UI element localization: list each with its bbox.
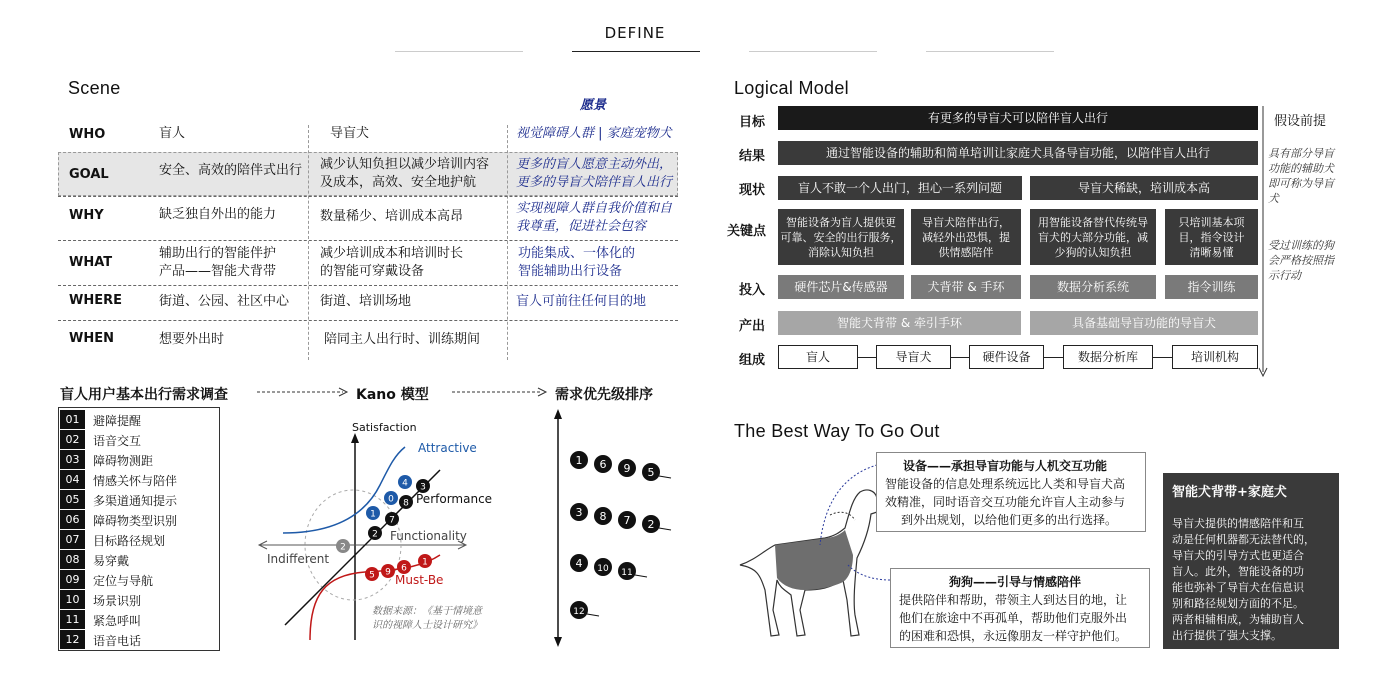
goal-box: 有更多的导盲犬可以陪伴盲人出行 [778,106,1258,130]
output-box-1: 智能犬背带 & 牵引手环 [778,311,1021,335]
survey-item-label: 目标路径规划 [93,534,166,548]
row-divider [58,285,678,286]
status-box-2: 导盲犬稀缺，培训成本高 [1030,176,1258,200]
dog-cell-l1: 减少培训成本和培训时长 [320,246,464,261]
dog-cell: 导盲犬 [330,126,370,141]
survey-item [60,550,220,570]
assumption-2: 受过训练的狗 会严格按照指 示行动 [1268,239,1334,282]
status-box-1: 盲人不敢一个人出门，担心一系列问题 [778,176,1022,200]
keypoint-3: 用智能设备替代传统导 盲犬的大部分功能，减 少狗的认知负担 [1030,209,1156,265]
vision-cell-l2: 我尊重，促进社会包容 [516,219,647,234]
label-compose: 组成 [739,353,766,368]
page-title: DEFINE [604,24,666,42]
assumption-title: 假设前提 [1274,114,1327,129]
survey-item [60,510,220,530]
priority-heading: 需求优先级排序 [555,387,653,403]
survey-item [60,490,220,510]
kano-point-label: 1 [422,557,428,568]
vision-cell-l1: 更多的盲人愿意主动外出， [516,157,673,172]
survey-item-number: 03 [60,450,85,469]
survey-item [60,630,220,650]
kano-mustbe-label: Must-Be [395,573,444,587]
survey-item-label: 障碍物类型识别 [93,514,178,528]
dog-callout: 狗狗——引导与情感陪伴 提供陪伴和帮助，带领主人到达目的地，让 他们在旅途中不再孤单，帮助他们克服外出 的困难和恐惧，永远像朋友一样守护他们。 [890,568,1150,648]
flow-arrow-2 [450,386,550,398]
keypoint-4: 只培训基本项 目，指令设计 清晰易懂 [1165,209,1258,265]
user-cell-l2: 产品——智能犬背带 [159,264,277,279]
user-cell: 街道、公园、社区中心 [159,294,290,309]
device-callout: 设备——承担导盲功能与人机交互功能 智能设备的信息处理系统远比人类和导盲犬高 效精准，同时语音交互功能允许盲人主动参与 到外出规划，以给他们更多的出行选择。 [876,452,1146,532]
label-goal: 目标 [739,115,766,130]
priority-row-arrow [659,528,671,530]
label-result: 结果 [739,149,766,164]
assumption-1: 具有部分导盲 功能的辅助犬 即可称为导盲 犬 [1268,147,1334,205]
label-input: 投入 [739,283,766,298]
row-divider [58,196,678,197]
survey-item [60,430,220,450]
priority-point-label: 4 [575,557,583,570]
device-callout-title: 设备——承担导盲功能与人机交互功能 [903,459,1108,473]
priority-row-arrow [587,614,599,616]
kano-point-label: 3 [420,482,426,493]
result-box: 通过智能设备的辅助和简单培训让家庭犬具备导盲功能，以陪伴盲人出行 [778,141,1258,165]
kano-point-label: 7 [389,515,395,526]
survey-item [60,450,220,470]
col-divider [308,125,309,360]
priority-point-label: 5 [647,466,655,479]
input-box-2: 犬背带 & 手环 [911,275,1021,299]
survey-item-label: 多渠道通知提示 [93,494,178,508]
user-cell: 安全、高效的陪伴式出行 [159,163,303,178]
vision-cell-l1: 功能集成、一体化的 [518,246,636,261]
survey-item-number: 11 [60,610,85,629]
kano-attractive-label: Attractive [418,441,477,455]
summary-text: 导盲犬提供的情感陪伴和互 动是任何机器都无法替代的， 导盲犬的引导方式也更适合 盲人。此外，智能设备的功 能也弥补了导盲犬在信息识 别和路径规划方面的不足。 两者相辅相成，为辅助盲人 出行提供了强大支撑。 [1172,517,1315,642]
nav-tab-define[interactable] [572,51,700,52]
scene-title: Scene [68,78,121,98]
input-box-1: 硬件芯片&传感器 [778,275,904,299]
vision-cell-l2: 智能辅助出行设备 [518,264,623,279]
kano-point-label: 1 [370,509,376,520]
component-database: 数据分析库 [1063,345,1153,369]
survey-heading: 盲人用户基本出行需求调查 [60,387,228,403]
survey-item-number: 04 [60,470,85,489]
nav-tab-4[interactable] [926,51,1054,52]
keypoint-2: 导盲犬陪伴出行， 减轻外出恐惧，提 供情感陪伴 [911,209,1021,265]
priority-point-label: 3 [575,506,583,519]
kano-source: 数据来源：《基于情境意 识的视障人士设计研究》 [372,606,482,631]
survey-item-number: 12 [60,630,85,649]
priority-point-label: 6 [599,458,607,471]
summary-panel [1163,473,1339,649]
survey-item-label: 紧急呼叫 [93,614,142,628]
component-hardware: 硬件设备 [969,345,1044,369]
row-divider [58,320,678,321]
priority-point-label: 11 [621,568,633,578]
kano-performance-label: Performance [416,492,493,506]
logic-title: Logical Model [734,78,849,98]
label-output: 产出 [739,319,766,334]
survey-item [60,570,220,590]
kano-point-label: 2 [372,529,378,540]
label-status: 现状 [739,183,766,198]
priority-row-arrow [635,575,647,577]
dog-cell-l2: 的智能可穿戴设备 [320,264,425,279]
survey-item-label: 情感关怀与陪伴 [93,474,178,488]
survey-item [60,590,220,610]
user-cell-l1: 辅助出行的智能伴护 [159,246,277,261]
survey-item [60,470,220,490]
dog-cell: 数量稀少、培训成本高昂 [320,209,464,224]
kano-y-arrow [351,433,359,443]
survey-item [60,530,220,550]
row-divider [58,240,678,241]
priority-point-label: 2 [647,518,655,531]
survey-item-label: 语音交互 [93,434,142,448]
component-training: 培训机构 [1172,345,1258,369]
user-cell: 缺乏独自外出的能力 [159,207,277,222]
priority-point-label: 12 [573,607,585,617]
priority-point-label: 10 [597,564,609,574]
dog-cell-l1: 减少认知负担以减少培训内容 [320,157,490,172]
vision-cell: 盲人可前往任何目的地 [516,294,647,309]
priority-point-label: 1 [575,454,583,467]
summary-title: 智能犬背带+家庭犬 [1172,485,1287,500]
component-blind: 盲人 [778,345,858,369]
kano-point-label: 9 [385,567,391,578]
survey-item-label: 避障提醒 [93,414,142,428]
input-box-4: 指令训练 [1165,275,1258,299]
priority-row-arrow [659,476,671,478]
dog-cell-l2: 及成本，高效、安全地护航 [320,175,477,190]
flow-arrow-1 [255,386,350,398]
bestway-title: The Best Way To Go Out [734,421,940,441]
user-cell: 想要外出时 [159,332,225,347]
vision-cell-l1: 实现视障人群自我价值和自 [516,201,673,216]
label-keypoints: 关键点 [727,224,767,239]
dog-cell: 街道、培训场地 [320,294,412,309]
row-key: WHY [69,208,104,223]
survey-item-number: 01 [60,410,85,429]
kano-point-label: 5 [369,570,375,581]
row-key: WHERE [69,293,122,308]
survey-item-label: 语音电话 [93,634,142,648]
nav-tab-1[interactable] [395,51,523,52]
component-guidedog: 导盲犬 [876,345,951,369]
nav-tab-3[interactable] [749,51,877,52]
vision-cell: 视觉障碍人群 | 家庭宠物犬 [516,126,672,141]
kano-point-label: 4 [402,478,408,489]
kano-point-label: 2 [340,542,346,553]
survey-item-number: 07 [60,530,85,549]
priority-point-label: 9 [623,462,631,475]
col-divider [507,125,508,360]
priority-point-label: 8 [599,510,607,523]
kano-point-label: 8 [403,498,409,509]
input-box-3: 数据分析系统 [1030,275,1156,299]
survey-item [60,610,220,630]
survey-item-label: 定位与导航 [93,574,154,588]
vision-cell-l2: 更多的导盲犬陪伴盲人出行 [516,175,673,190]
user-cell: 盲人 [159,126,186,141]
survey-item [60,410,220,430]
survey-item-number: 08 [60,550,85,569]
dog-callout-title: 狗狗——引导与情感陪伴 [949,575,1082,589]
kano-point-label: 0 [388,494,394,505]
row-key: WHAT [69,255,113,270]
row-key: GOAL [69,167,109,182]
kano-heading: Kano 模型 [356,387,429,403]
output-box-2: 具备基础导盲功能的导盲犬 [1030,311,1258,335]
priority-point-label: 7 [623,514,631,527]
dog-cell: 陪同主人出行时、训练期间 [324,332,481,347]
survey-item-number: 09 [60,570,85,589]
survey-item-label: 易穿戴 [93,554,130,568]
keypoint-1: 智能设备为盲人提供更 可靠、安全的出行服务， 消除认知负担 [778,209,904,265]
kano-indifferent-label: Indifferent [267,552,330,566]
kano-functionality-label: Functionality [390,529,467,543]
survey-item-number: 02 [60,430,85,449]
priority-chart [548,405,698,650]
row-key: WHEN [69,331,114,346]
kano-y-label: Satisfaction [352,421,417,434]
row-key: WHO [69,127,106,142]
kano-point-label: 6 [401,563,407,574]
vision-header: 愿景 [580,98,607,113]
survey-item-number: 05 [60,490,85,509]
survey-item-number: 06 [60,510,85,529]
survey-item-label: 障碍物测距 [93,454,154,468]
survey-item-label: 场景识别 [93,594,142,608]
survey-item-number: 10 [60,590,85,609]
